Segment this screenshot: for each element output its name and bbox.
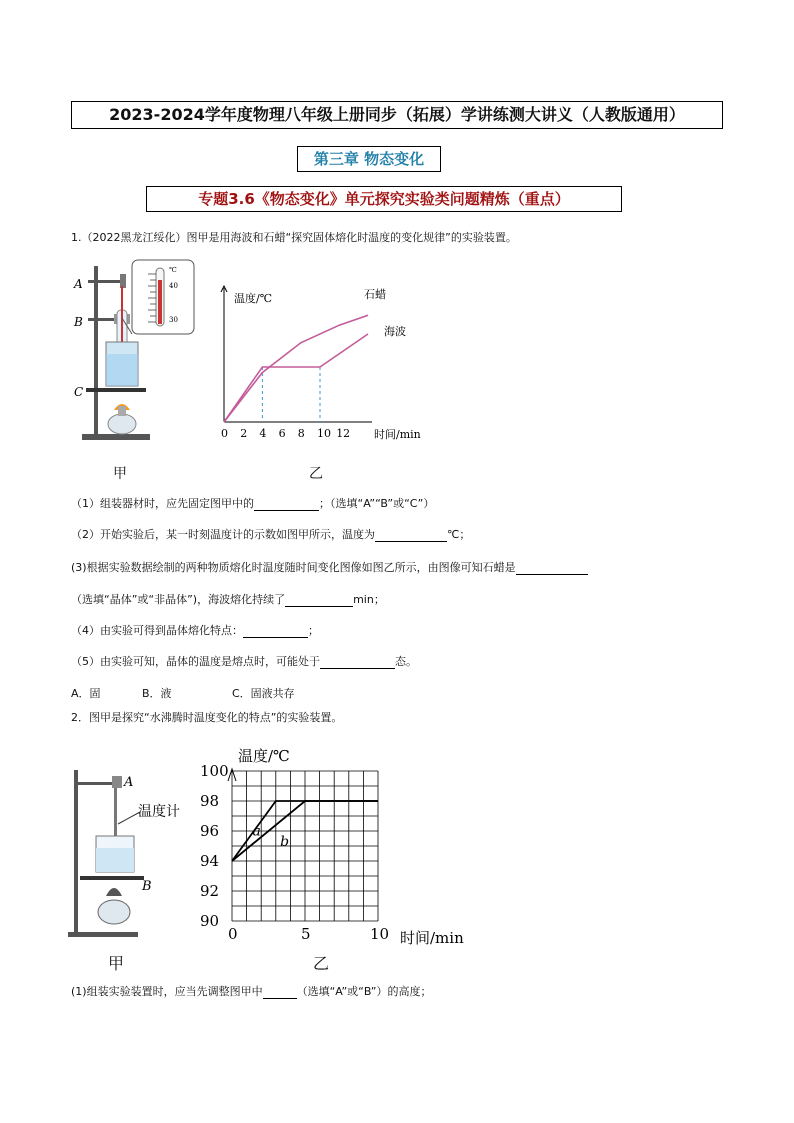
q1-part3: (3)根据实验数据绘制的两种物质熔化时温度随时间变化图像如图乙所示，由图像可知石蜡是 — [71, 561, 588, 575]
series-label-a: a — [252, 823, 261, 840]
q2-fig-a-caption: 甲 — [108, 954, 125, 973]
thermo-tick-30: 30 — [169, 316, 178, 324]
document-title: 2023-2024学年度物理八年级上册同步（拓展）学讲练测大讲义（人教版通用） — [71, 101, 723, 129]
x-tick-label: 8 — [297, 427, 305, 440]
q1-part2: （2）开始实验后，某一时刻温度计的示数如图甲所示，温度为 ℃； — [71, 528, 471, 541]
q1-option-c[interactable]: C．固液共存 — [232, 687, 295, 700]
y-tick-label: 98 — [200, 792, 220, 810]
answer-blank[interactable] — [320, 657, 395, 669]
answer-blank[interactable] — [254, 499, 319, 511]
x-tick-label: 0 — [221, 427, 228, 440]
q1-part4: （4）由实验可得到晶体熔化特点： ； — [71, 624, 319, 637]
answer-blank[interactable] — [285, 595, 353, 607]
answer-blank[interactable] — [516, 563, 588, 575]
q1-part1: （1）组装器材时，应先固定图甲中的 ；（选填“A”“B”或“C”） — [71, 497, 435, 510]
y-tick-label: 90 — [200, 912, 220, 930]
topic-title: 专题3.6《物态变化》单元探究实验类问题精炼（重点） — [146, 186, 622, 212]
q2-label-A: A — [124, 775, 134, 790]
q2-label-B: B — [142, 879, 152, 894]
answer-blank[interactable] — [243, 626, 308, 638]
q1-fig-b-caption: 乙 — [309, 466, 323, 482]
q1-series-label-hypo: 海波 — [384, 325, 406, 338]
q2-apparatus-figure — [66, 760, 196, 940]
label-A: A — [74, 277, 83, 291]
stand-rod — [94, 266, 98, 436]
q2-part1: (1)组装实验装置时，应当先调整图甲中 （选填“A”或“B”）的高度； — [71, 985, 432, 998]
label-B: B — [74, 315, 83, 329]
q1-part3-cont: （选填“晶体”或“非晶体”)，海波熔化持续了 min； — [71, 593, 385, 606]
y-tick-label: 96 — [200, 822, 220, 840]
x-tick-label: 10 — [370, 925, 390, 943]
x-tick-label: 2 — [240, 427, 248, 440]
x-tick-label: 4 — [259, 427, 267, 440]
x-tick-label: 5 — [301, 925, 311, 943]
q1-fig-a-caption: 甲 — [113, 466, 127, 482]
q1-chart — [212, 280, 442, 445]
answer-blank[interactable] — [375, 530, 447, 542]
x-tick-label: 10 — [317, 427, 331, 440]
y-tick-label: 100 — [200, 762, 229, 780]
q1-stem: 1.（2022黑龙江绥化）图甲是用海波和石蜡“探究固体熔化时温度的变化规律”的实验装置。 — [71, 231, 517, 244]
q1-option-b[interactable]: B．液 — [142, 687, 172, 700]
thermo-tick-40: 40 — [169, 282, 178, 290]
q1-chart-ylabel: 温度/℃ — [234, 292, 273, 305]
chapter-title: 第三章 物态变化 — [297, 146, 441, 172]
q2-stem: 2．图甲是探究“水沸腾时温度变化的特点”的实验装置。 — [71, 711, 343, 724]
series-line-paraffin — [224, 315, 368, 422]
x-tick-label: 0 — [228, 925, 238, 943]
q2-chart-ylabel: 温度/℃ — [238, 747, 290, 765]
series-label-b: b — [280, 834, 290, 850]
x-tick-label: 6 — [278, 427, 286, 440]
answer-blank[interactable] — [263, 987, 297, 999]
q1-apparatus-figure — [72, 258, 198, 444]
stand-base — [82, 434, 150, 440]
q1-chart-xlabel: 时间/min — [374, 428, 421, 441]
y-tick-label: 92 — [200, 882, 220, 900]
q1-series-label-paraffin: 石蜡 — [364, 288, 386, 301]
label-C: C — [74, 385, 84, 399]
q1-option-a[interactable]: A．固 — [71, 687, 101, 700]
q2-chart — [200, 735, 490, 950]
y-tick-label: 94 — [200, 852, 220, 870]
x-tick-label: 12 — [336, 427, 351, 440]
thermo-unit-label: ℃ — [169, 266, 177, 274]
q2-chart-xlabel: 时间/min — [400, 929, 464, 947]
q2-fig-b-caption: 乙 — [313, 954, 330, 973]
q2-thermometer-label: 温度计 — [138, 804, 180, 820]
q1-part5: （5）由实验可知，晶体的温度是熔点时，可能处于 态。 — [71, 655, 417, 668]
